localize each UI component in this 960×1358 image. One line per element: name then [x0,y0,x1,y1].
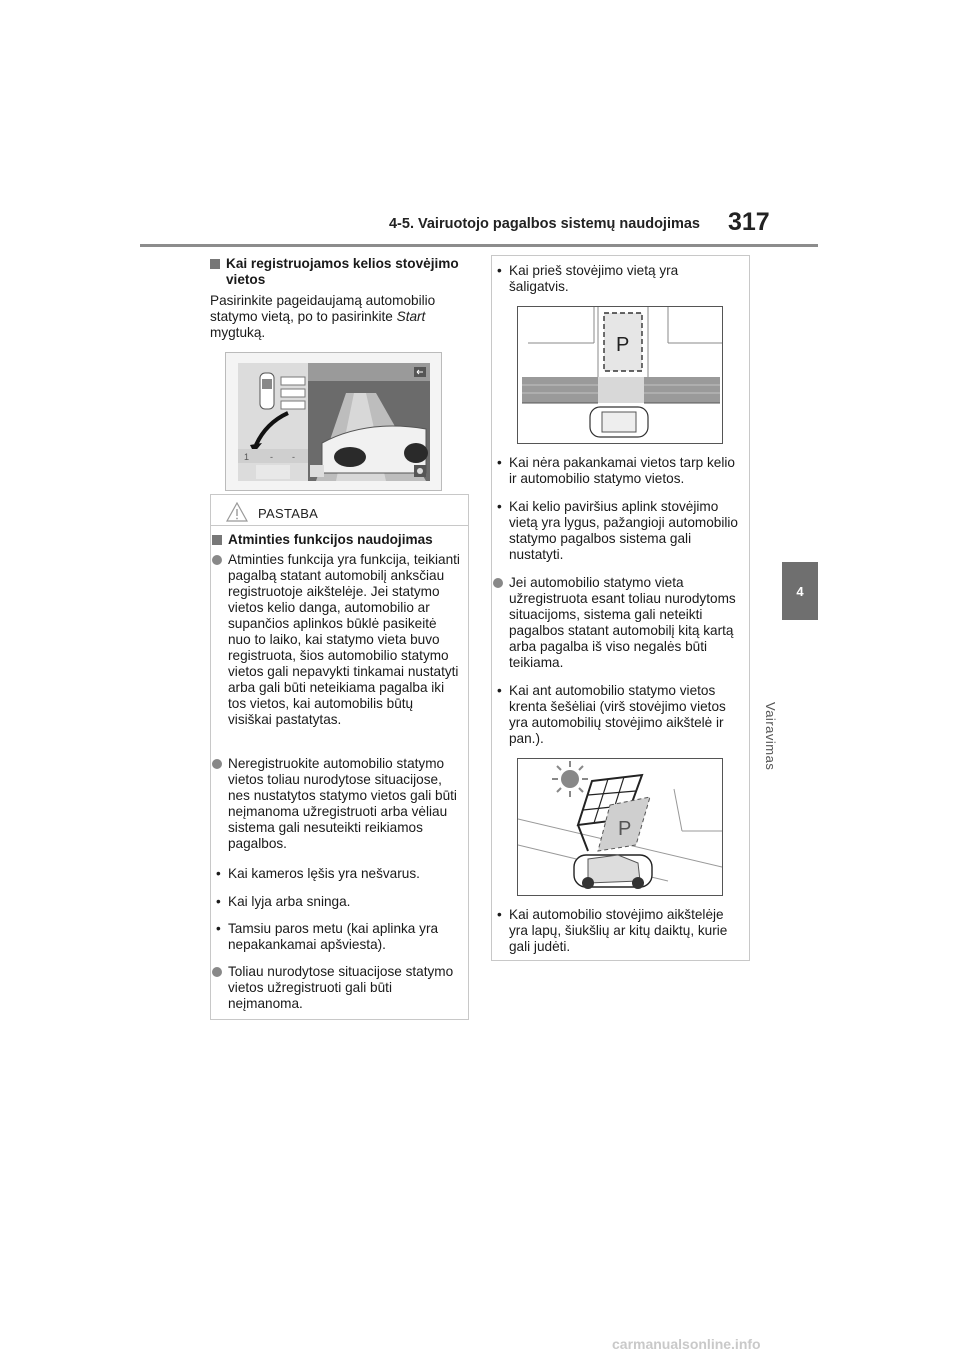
chapter-tab [782,562,818,620]
note-sub-2 [212,894,460,910]
slot-label: 1 [244,452,250,462]
shadow-illustration [518,759,722,895]
note-sub-1-text: Kai kameros lęšis yra nešvarus. [228,866,420,881]
slot-dash-2: - [292,452,295,462]
note-bullet-3 [212,964,460,1012]
chapter-label [763,622,830,771]
note-sub-1 [212,866,460,882]
note-bullet-2 [212,756,460,852]
sub-bullet: • [497,455,502,470]
square-bullet-icon [210,259,220,269]
parking-p-label: P [616,334,630,356]
right-bullet-1 [493,575,738,671]
memory-function-heading [212,532,457,548]
circle-bullet-icon [212,555,222,565]
note-sub-3-text: Tamsiu paros metu (kai aplinka yra nepakankamai apšviesta). [228,921,439,952]
sub-bullet: • [216,894,221,909]
right-sub-5-text: Kai automobilio stovėjimo aikštelėje yra lapų, šiukšlių ar kitų daiktų, kurie gali judėti. [509,907,728,954]
sub-bullet: • [497,263,502,278]
note-label: PASTABA [258,506,319,521]
parking-screen-illustration [226,353,441,490]
right-sub-2 [493,455,738,487]
instruction-paragraph [210,293,465,341]
right-sub-1-text: Kai prieš stovėjimo vietą yra šaligatvis. [509,263,679,294]
right-sub-4 [493,683,738,747]
heading-text: Kai registruojamos kelios stovėjimo vietos [226,256,459,287]
note-bullet-1-text: Atminties funkcija yra funkcija, teikianti pagalbą statant automobilį anksčiau registruotoje aikštelėje. Jei statymo vietos kelio danga, automobilio ar supančios aplinkos būklė pasikeitė nuo to laiko, kai statymo vieta buvo registruota, šios automobilio statymo vietos gali nepavykti tinkamai nustatyti arba gali būti neteikiama pagalba iki tos vietos, kai automobilis būtų visiškai pastatytas. [228,552,460,727]
shadow-parking-figure [517,758,723,896]
section-title: 4-5. Vairuotojo pagalbos sistemų naudojimas [388,216,700,232]
sub-bullet: • [497,499,502,514]
para-after: mygtuką. [210,325,266,340]
note-bullet-1 [212,552,460,728]
square-bullet-icon [212,535,222,545]
sub-bullet: • [216,921,221,936]
circle-bullet-icon [493,578,503,588]
parking-screen-figure [225,352,442,491]
note-bullet-2-text: Neregistruokite automobilio statymo vietos toliau nurodytose situacijose, nes nustatytos statymo vietos gali būti neįmanoma užregistruoti arba vėliau sistema gali nesuteikti reikiamos pagalbos. [228,756,457,851]
curb-illustration [518,307,722,443]
page-number: 317 [728,208,770,236]
chapter-number: 4 [796,583,804,599]
right-sub-3-text: Kai kelio paviršius aplink stovėjimo vietą yra lygus, pažangioji automobilio statymo pagalbos sistema gali nustatyti. [509,499,738,562]
note-sub-2-text: Kai lyja arba sninga. [228,894,351,909]
right-bullet-1-text: Jei automobilio statymo vieta užregistruota esant toliau nurodytoms situacijoms, sistema gali neteikti pagalbos statant automobilį kitą kartą arba pagalba iš viso negalės būti teikiama. [509,575,736,670]
memory-heading-text: Atminties funkcijos naudojimas [228,532,433,547]
right-sub-2-text: Kai nėra pakankamai vietos tarp kelio ir automobilio statymo vietos. [509,455,735,486]
multiple-spots-heading [210,256,460,288]
watermark: carmanualsonline.info [612,1336,761,1352]
right-sub-3 [493,499,738,563]
start-button-name: Start [396,309,426,324]
car-icon [310,465,324,477]
right-sub-1 [493,263,738,295]
right-sub-4-text: Kai ant automobilio statymo vietos krenta šešėliai (virš stovėjimo vietos yra automobilių stovėjimo aikštelė ir pan.). [509,683,726,746]
note-header [210,494,469,526]
sub-bullet: • [497,683,502,698]
right-sub-5 [493,907,738,955]
note-sub-3 [212,921,460,953]
chapter-label-text: Vairavimas [763,702,778,771]
sub-bullet: • [497,907,502,922]
warning-triangle-icon [226,502,248,527]
slot-dash-1: - [270,452,273,462]
sun-icon [552,761,588,797]
parking-p-label: P [618,818,632,840]
circle-bullet-icon [212,759,222,769]
curb-parking-figure [517,306,723,444]
header-rule [140,244,818,247]
sub-bullet: • [216,866,221,881]
note-bullet-3-text: Toliau nurodytose situacijose statymo vietos užregistruoti gali būti neįmanoma. [228,964,454,1011]
para-before: Pasirinkite pageidaujamą automobilio statymo vietą, po to pasirinkite [210,293,436,324]
circle-bullet-icon [212,967,222,977]
